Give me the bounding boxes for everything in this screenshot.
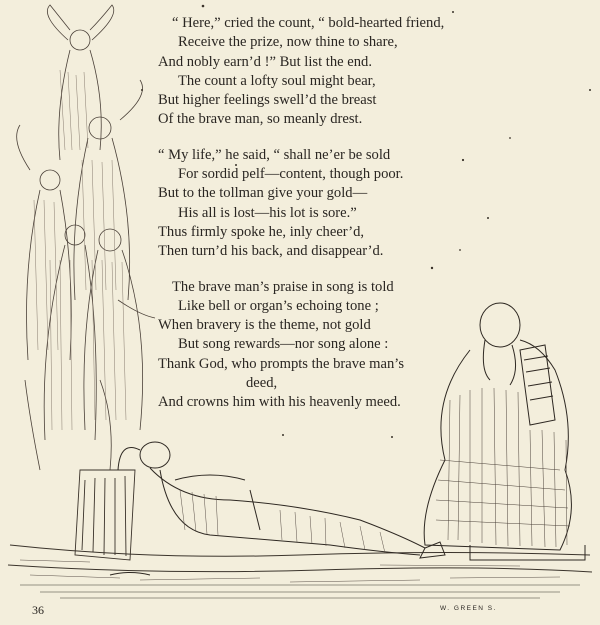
poem-line: Like bell or organ’s echoing tone ;	[178, 297, 379, 314]
poem-line: deed,	[246, 375, 278, 392]
poem-line: “ My life,” he said, “ shall ne’er be sold	[158, 146, 391, 163]
poem-line: Thank God, who prompts the brave man’s	[158, 355, 405, 372]
poem-line: And nobly earn’d !” But list the end.	[158, 53, 372, 70]
poem-line: Then turn’d his back, and disappear’d.	[158, 243, 384, 260]
ground	[8, 545, 592, 598]
poem-line: His all is lost—his lot is sore.”	[178, 204, 357, 221]
poem-line: For sordid pelf—content, though poor.	[178, 166, 404, 183]
poem-line: Of the brave man, so meanly drest.	[158, 111, 363, 128]
poem-line: The brave man’s praise in song is told	[172, 278, 394, 295]
poem-line: And crowns him with his heavenly meed.	[158, 394, 401, 411]
poem-line: But higher feelings swell’d the breast	[158, 92, 377, 109]
poem-line: Thus firmly spoke he, inly cheer’d,	[158, 223, 365, 240]
engraver-signature: W. GREEN S.	[440, 605, 497, 612]
poem-line: But to the tollman give your gold—	[158, 185, 368, 202]
stanza-3	[158, 278, 458, 413]
angel-figures	[17, 5, 155, 470]
angel-drapery-hatching	[34, 70, 126, 430]
poem-line: Receive the prize, now thine to share,	[178, 34, 398, 51]
page-number: 36	[32, 603, 44, 617]
man-clothing-hatching	[180, 490, 385, 553]
stanza-1	[158, 14, 458, 130]
poem-line: The count a lofty soul might bear,	[178, 72, 376, 89]
poem-line: But song rewards—nor song alone :	[178, 336, 389, 353]
stump	[75, 470, 135, 560]
poem-line: When bravery is the theme, not gold	[158, 317, 371, 334]
poem-text	[158, 14, 458, 429]
poem-line: “ Here,” cried the count, “ bold-hearted friend,	[172, 15, 445, 31]
stanza-2	[158, 146, 458, 262]
